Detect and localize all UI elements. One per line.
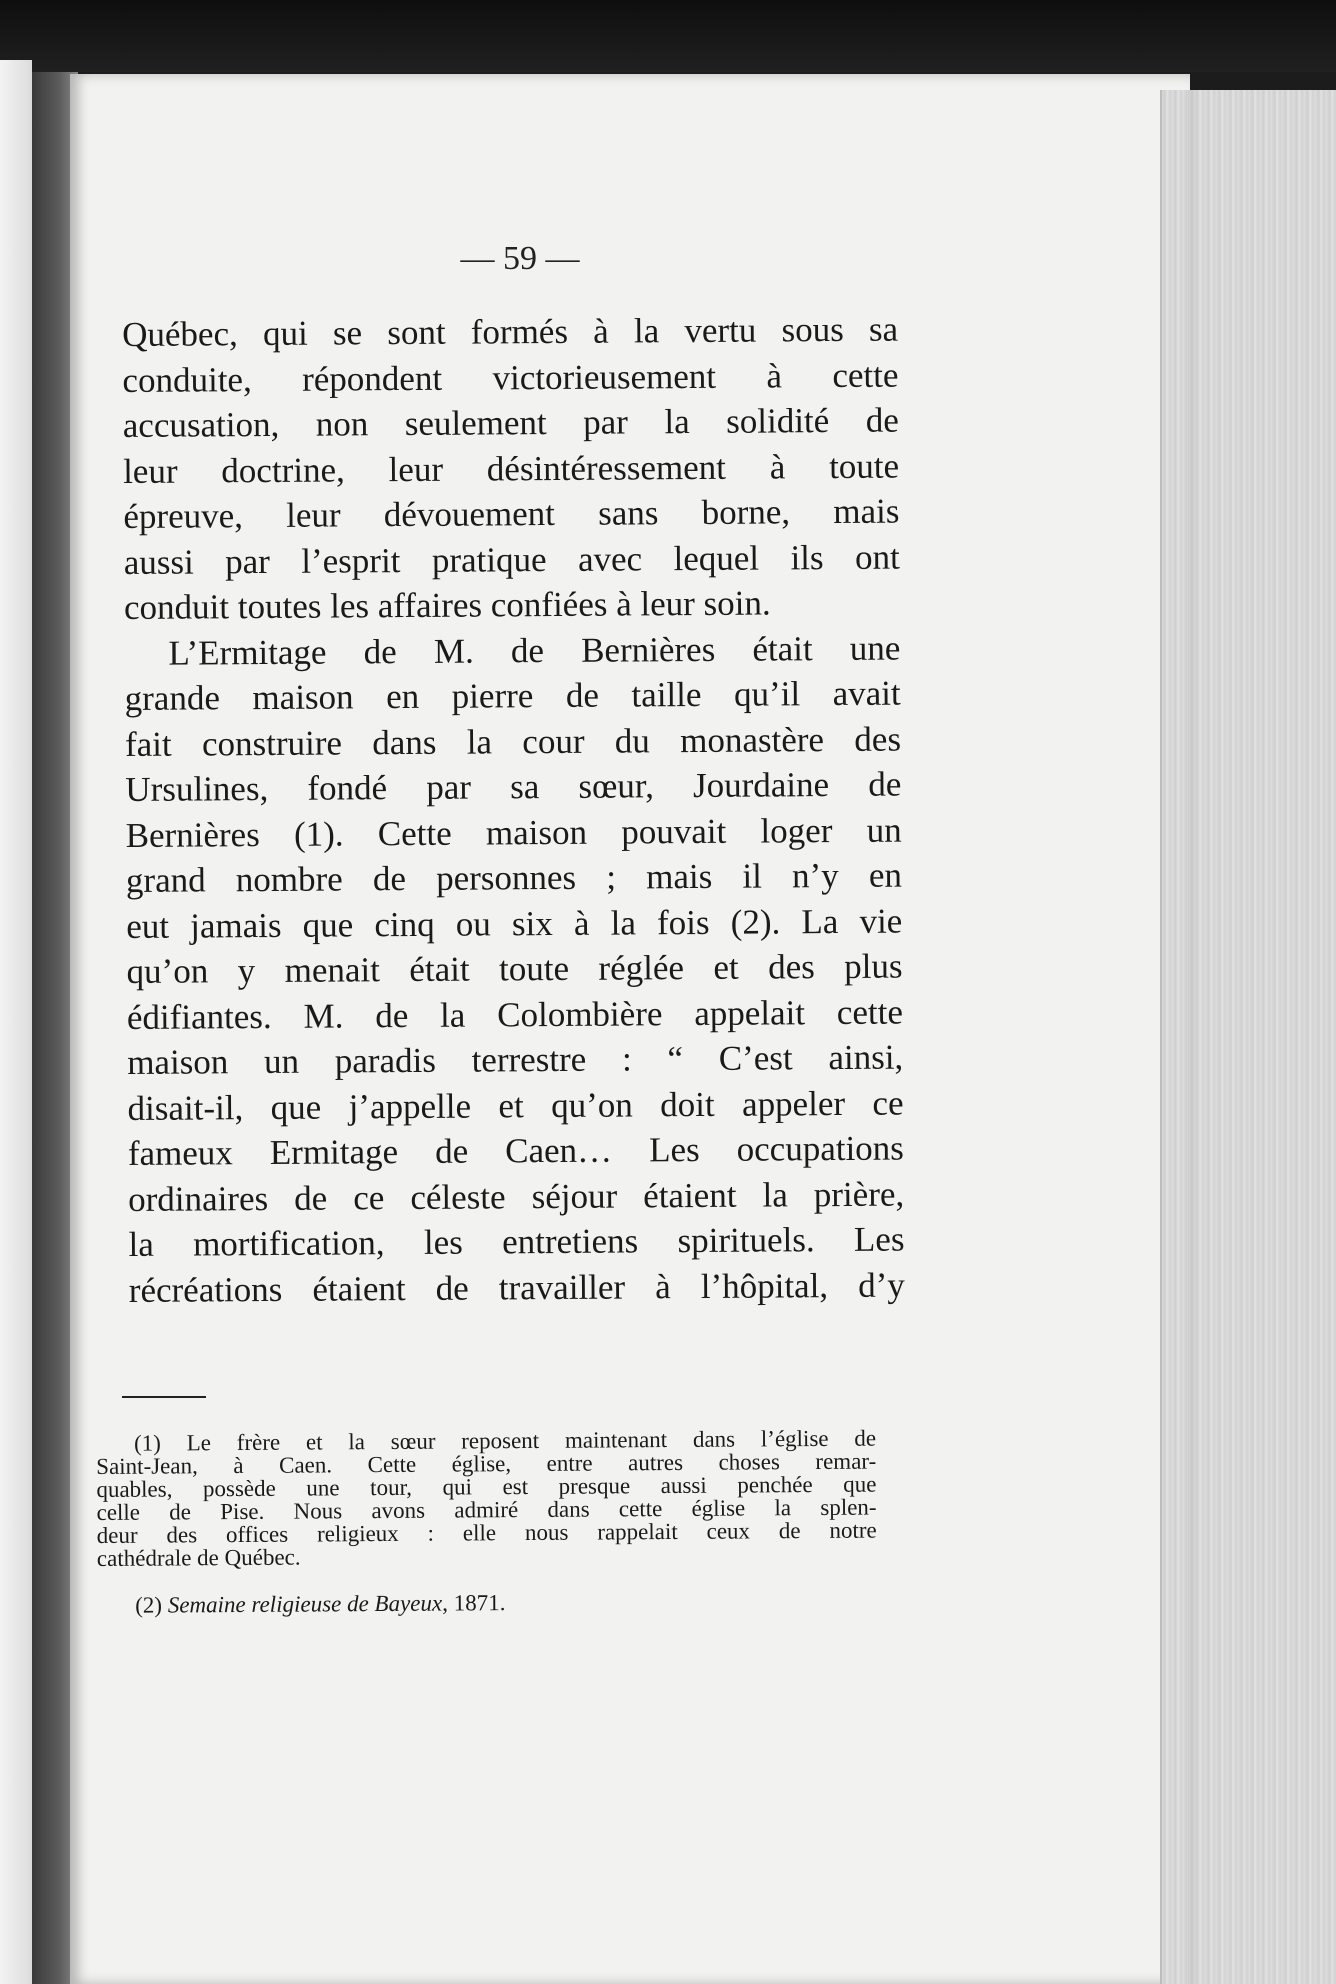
- text-line: récréations étaient de travailler à l’hôpital, d’y: [128, 1265, 905, 1310]
- text-line: la mortification, les entretiens spirituels. Les: [128, 1219, 905, 1264]
- text-line: conduit toutes les affaires confiées à leur soin.: [123, 583, 771, 627]
- text-line: maison un paradis terrestre : “ C’est ainsi,: [127, 1037, 904, 1082]
- text-line: leur doctrine, leur désintéressement à toute: [122, 446, 900, 491]
- text-line: L’Ermitage de M. de Bernières était une: [168, 628, 901, 673]
- page-edge-shadow: [1188, 90, 1198, 1984]
- footnote-2-marker: (2): [135, 1592, 163, 1618]
- text-line: fait construire dans la cour du monastère des: [124, 719, 902, 764]
- text-line: édifiantes. M. de la Colombière appelait cette: [126, 992, 904, 1037]
- text-line: disait-il, que j’appelle et qu’on doit appeler ce: [127, 1083, 904, 1128]
- text-line: grande maison en pierre de taille qu’il avait: [124, 673, 901, 718]
- text-line: eut jamais que cinq ou six à la fois (2). La vie: [126, 901, 903, 946]
- page-number: — 59 —: [460, 240, 580, 277]
- footnote-1-line: (1) Le frère et la sœur reposent maintenant dans l’église de: [133, 1425, 877, 1456]
- footnote-rule: [122, 1396, 206, 1398]
- footnote-1-line: quables, possède une tour, qui est presque aussi penchée que: [96, 1471, 877, 1502]
- footnote-1-line: Saint-Jean, à Caen. Cette église, entre autres choses remar-: [96, 1448, 877, 1479]
- text-line: qu’on y menait était toute réglée et des plus: [126, 946, 903, 991]
- footnote-1-line: celle de Pise. Nous avons admiré dans cette église la splen-: [96, 1494, 877, 1525]
- text-line: grand nombre de personnes ; mais il n’y en: [125, 855, 903, 900]
- footnote-2-rest: , 1871.: [442, 1590, 506, 1616]
- text-line: épreuve, leur dévouement sans borne, mais: [123, 491, 900, 536]
- scan-border: [0, 0, 1336, 72]
- page-stack-edges: [1160, 90, 1336, 1984]
- text-line: Ursulines, fondé par sa sœur, Jourdaine de: [125, 764, 902, 809]
- previous-page-edge: [0, 60, 32, 1984]
- footnote-1-line: deur des offices religieux : elle nous rappelait ceux de notre: [96, 1517, 877, 1548]
- footnote-2-title: Semaine religieuse de Bayeux: [167, 1590, 443, 1618]
- text-line: ordinaires de ce céleste séjour étaient la prière,: [128, 1174, 905, 1219]
- body-text: [122, 307, 905, 1313]
- text-line: conduite, répondent victorieusement à cette: [122, 355, 899, 400]
- text-line: Bernières (1). Cette maison pouvait loger un: [125, 810, 902, 855]
- text-line: Québec, qui se sont formés à la vertu sous sa: [122, 309, 899, 354]
- text-line: accusation, non seulement par la solidité de: [122, 400, 899, 445]
- text-line: fameux Ermitage de Caen… Les occupations: [127, 1128, 904, 1173]
- footnotes: [96, 1427, 877, 1617]
- footnote-1-line: cathédrale de Québec.: [96, 1544, 301, 1571]
- text-line: aussi par l’esprit pratique avec lequel ils ont: [123, 537, 900, 582]
